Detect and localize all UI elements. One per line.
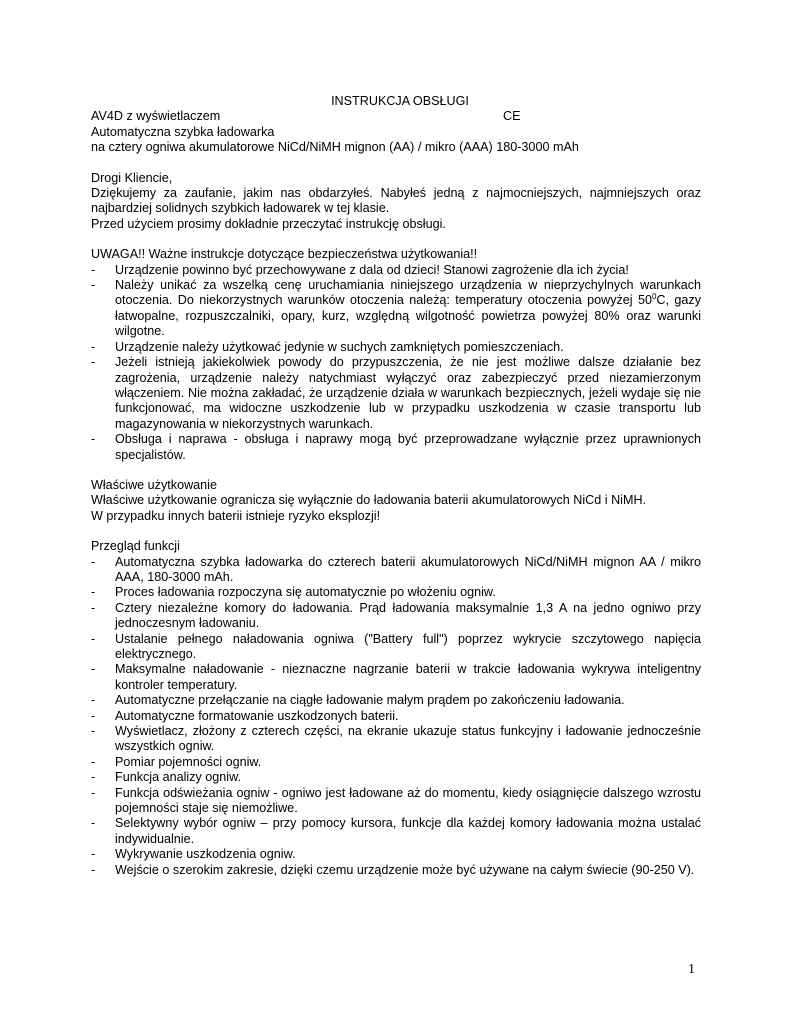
list-item-text: Selektywny wybór ogniw – przy pomocy kursora, funkcje dla każdej komory ładowania można ustalać indywidualnie.	[115, 816, 701, 846]
page-number: 1	[688, 962, 695, 977]
superscript-degree: 0	[651, 292, 657, 302]
list-item	[91, 340, 701, 355]
list-item	[91, 278, 701, 340]
list-bullet: -	[91, 262, 96, 277]
list-item	[91, 432, 701, 463]
list-bullet: -	[91, 600, 96, 615]
list-item	[91, 601, 701, 632]
list-item-text: Wejście o szerokim zakresie, dzięki czemu urządzenie może być używane na całym świecie (90-250 V).	[115, 862, 695, 877]
list-item-text: Wyświetlacz, złożony z czterech części, na ekranie ukazuje status funkcyjny i ładowanie jednocześnie wszystkich ogniw.	[115, 724, 701, 754]
list-item-text: Maksymalne naładowanie - nieznaczne nagrzanie baterii w trakcie ładowania wykrywa inteligentny kontroler temperatury.	[115, 662, 701, 692]
list-item	[91, 755, 701, 770]
list-bullet: -	[91, 631, 96, 646]
list-item	[91, 585, 701, 600]
list-item-text: Funkcja odświeżania ogniw - ogniwo jest ładowane aż do momentu, kiedy osiągnięcie dalszego wzrostu pojemności staje się niemożliwe.	[115, 785, 701, 816]
list-item-text: Obsługa i naprawa - obsługa i naprawy mogą być przeprowadzane wyłącznie przez uprawnionych specjalistów.	[115, 432, 701, 462]
list-item-text: Urządzenie należy użytkować jedynie w suchych zamkniętych pomieszczeniach.	[115, 339, 564, 354]
list-bullet: -	[91, 754, 96, 769]
list-item-text: Urządzenie powinno być przechowywane z dala od dzieci! Stanowi zagrożenie dla ich życia!	[115, 262, 629, 277]
list-bullet: -	[91, 554, 96, 569]
list-bullet: -	[91, 770, 96, 785]
list-item	[91, 786, 701, 817]
intro-note: Przed użyciem prosimy dokładnie przeczytać instrukcję obsługi.	[91, 216, 446, 231]
list-item	[91, 709, 701, 724]
product-spec: na cztery ogniwa akumulatorowe NiCd/NiMH mignon (AA) / mikro (AAA) 180-3000 mAh	[91, 140, 579, 155]
list-bullet: -	[91, 432, 96, 447]
product-subtitle: Automatyczna szybka ładowarka	[91, 124, 275, 139]
list-item	[91, 355, 701, 432]
list-item-text: Automatyczne formatowanie uszkodzonych baterii.	[115, 708, 399, 723]
intro-paragraph: Dziękujemy za zaufanie, jakim nas obdarzyłeś. Nabyłeś jedną z najmocniejszych, najmniejszych oraz najbardziej solidnych szybkich ładowarek w tej klasie.	[91, 186, 701, 216]
list-bullet: -	[91, 708, 96, 723]
usage-line: Właściwe użytkowanie ogranicza się wyłącznie do ładowania baterii akumulatorowych NiCd i NiMH.	[91, 493, 647, 508]
document-title: INSTRUKCJA OBSŁUGI	[331, 94, 469, 108]
list-item	[91, 662, 701, 693]
list-item-text: Należy unikać za wszelką cenę uruchamiania niniejszego urządzenia w nieprzychylnych warunkach otoczenia. Do niekorzystnych warunków otoczenia należą: temperatury otoczenia powyżej 50	[115, 278, 701, 308]
list-item	[91, 263, 701, 278]
list-item-text: Pomiar pojemności ogniw.	[115, 754, 262, 769]
list-item	[91, 863, 701, 878]
list-item	[91, 693, 701, 708]
list-item	[91, 555, 701, 586]
list-item-text: Jeżeli istnieją jakiekolwiek powody do przypuszczenia, że nie jest możliwe dalsze działanie bez zagrożenia, urządzenie należy natychmiast wyłączyć oraz zabezpieczyć przed niezamierzonym włączeniem. Nie można zakładać, że urządzenie działa w warunkach bezpiecznych, jeżeli wydaje się nie funkcjonować, ma widoczne uszkodzenie lub w przypadku uszkodzenia w czasie transportu lub magazynowania w niekorzystnych warunkach.	[115, 355, 701, 431]
usage-warning: W przypadku innych baterii istnieje ryzyko eksplozji!	[91, 508, 381, 523]
list-bullet: -	[91, 785, 96, 800]
product-model: AV4D z wyświetlaczem	[91, 109, 221, 124]
list-item	[91, 816, 701, 847]
list-bullet: -	[91, 847, 96, 862]
list-item-text: Ustalanie pełnego naładowania ogniwa ("Battery full") poprzez wykrycie szczytowego napięcia elektrycznego.	[115, 631, 701, 661]
list-item-text: Cztery niezależne komory do ładowania. Prąd ładowania maksymalnie 1,3 A na jedno ogniwo przy jednoczesnym ładowaniu.	[115, 600, 701, 631]
list-item-text: Automatyczne przełączanie na ciągłe ładowanie małym prądem po zakończeniu ładowania.	[115, 693, 625, 708]
list-bullet: -	[91, 862, 96, 877]
list-bullet: -	[91, 355, 96, 370]
functions-heading: Przegląd funkcji	[91, 539, 180, 554]
safety-list	[91, 263, 701, 463]
list-bullet: -	[91, 278, 96, 293]
safety-heading: UWAGA!! Ważne instrukcje dotyczące bezpieczeństwa użytkowania!!	[91, 247, 478, 262]
product-header	[91, 109, 701, 124]
greeting: Drogi Kliencie,	[91, 170, 173, 185]
document-body	[91, 94, 701, 878]
list-item-text: Wykrywanie uszkodzenia ogniw.	[115, 847, 296, 862]
list-item-text: Automatyczna szybka ładowarka do czterech baterii akumulatorowych NiCd/NiMH mignon AA / mikro AAA, 180-3000 mAh.	[115, 554, 701, 584]
list-item-text: Proces ładowania rozpoczyna się automatycznie po włożeniu ogniw.	[115, 585, 496, 600]
ce-mark: CE	[503, 109, 521, 124]
list-item	[91, 847, 701, 862]
list-item-text: Funkcja analizy ogniw.	[115, 770, 242, 785]
list-bullet: -	[91, 724, 96, 739]
list-item-text-tail: C, gazy łatwopalne, rozpuszczalniki, opary, kurz, względną wilgotność powietrza powyżej 80% oraz warunki wilgotne.	[115, 293, 701, 339]
list-bullet: -	[91, 816, 96, 831]
usage-heading: Właściwe użytkowanie	[91, 477, 217, 492]
functions-list	[91, 555, 701, 879]
list-item	[91, 724, 701, 755]
list-bullet: -	[91, 585, 96, 600]
list-bullet: -	[91, 339, 96, 354]
list-bullet: -	[91, 662, 96, 677]
list-item	[91, 770, 701, 785]
list-bullet: -	[91, 693, 96, 708]
list-item	[91, 632, 701, 663]
